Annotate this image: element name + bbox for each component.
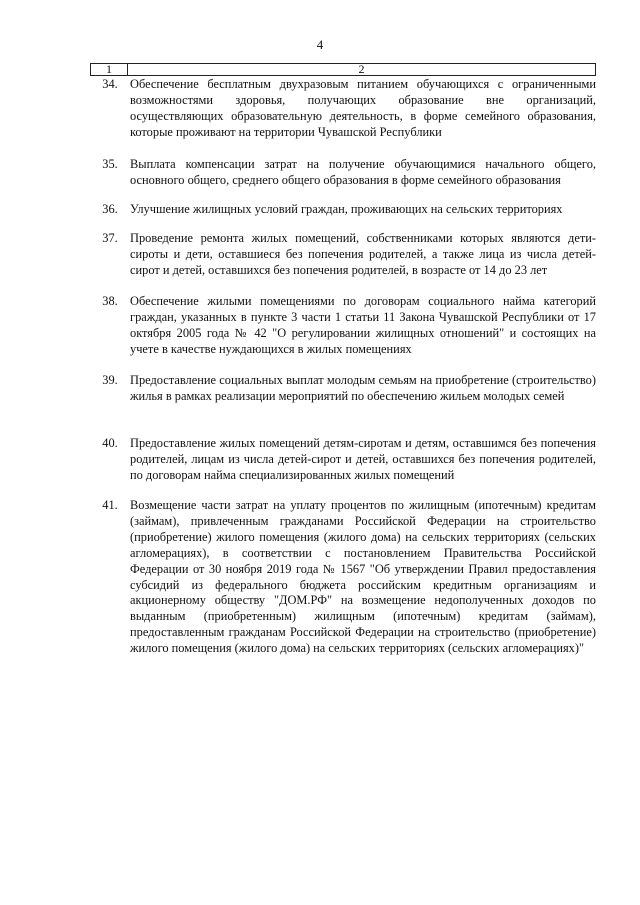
item-text: Проведение ремонта жилых помещений, собственниками которых являются дети-сироты и дети, оставшиеся без попечения родителей, а также лица из числа детей-сирот и детей, оставшихся без попечения родителей, в возрасте от 14 до 23 лет (130, 231, 596, 277)
item-number: 39. (102, 373, 118, 387)
list-item (90, 498, 596, 657)
item-text: Обеспечение бесплатным двухразовым питанием обучающихся с ограниченными возможностями здоровья, получающих образование вне организаций, осуществляющих образовательную деятельность, в форме семейного образования, которые проживают на территории Чувашской Республики (130, 77, 596, 139)
list-item (90, 231, 596, 294)
list-item (90, 157, 596, 202)
table-header-col-2: 2 (358, 62, 365, 76)
table-header-row (90, 63, 596, 76)
item-number: 41. (102, 498, 118, 512)
item-text: Предоставление жилых помещений детям-сиротам и детям, оставшимся без попечения родителей, лицам из числа детей-сирот и детей, оставшихся без попечения родителей, по договорам найма специализированных жилых помещений (130, 436, 596, 482)
items-list (90, 77, 596, 657)
item-number: 36. (102, 202, 118, 216)
item-number: 35. (102, 157, 118, 171)
item-text: Обеспечение жилыми помещениями по договорам социального найма категорий граждан, указанных в пункте 3 части 1 статьи 11 Закона Чувашской Республики от 17 октября 2005 года № 42 "О регулировании жилищных отношений" и состоящих на учете в качестве нуждающихся в жилых помещениях (130, 294, 596, 356)
item-number: 37. (102, 231, 118, 245)
list-item (90, 202, 596, 231)
item-number: 40. (102, 436, 118, 450)
list-item (90, 436, 596, 498)
list-item (90, 373, 596, 436)
item-text: Возмещение части затрат на уплату процентов по жилищным (ипотечным) кредитам (займам), привлеченным гражданами Российской Федерации на строительство (приобретение) жилого помещения (жилого дома) на сельских территориях (сельских агломерациях), в соответствии с постановлением Правительства Российской Федерации от 30 ноября 2019 года № 1567 "Об утверждении Правил предоставления субсидий из федерального бюджета российским кредитным организациям и акционерному обществу "ДОМ.РФ" на возмещение недополученных доходов по выданным (приобретенным) жилищным (ипотечным) кредитам (займам), предоставленным гражданам Российской Федерации на строительство (приобретение) жилого помещения (жилого дома) на сельских территориях (сельских агломерациях)" (130, 498, 596, 656)
page-number: 4 (316, 37, 324, 52)
item-number: 34. (102, 77, 118, 91)
list-item (90, 294, 596, 373)
item-text: Выплата компенсации затрат на получение обучающимися начального общего, основного общего, среднего общего образования в форме семейного образования (130, 157, 596, 187)
item-text: Предоставление социальных выплат молодым семьям на приобретение (строительство) жилья в рамках реализации мероприятий по обеспечению жильем молодых семей (130, 373, 596, 403)
table-header-col-1: 1 (91, 64, 128, 75)
list-item (90, 77, 596, 157)
item-number: 38. (102, 294, 118, 308)
item-text: Улучшение жилищных условий граждан, проживающих на сельских территориях (130, 202, 563, 216)
